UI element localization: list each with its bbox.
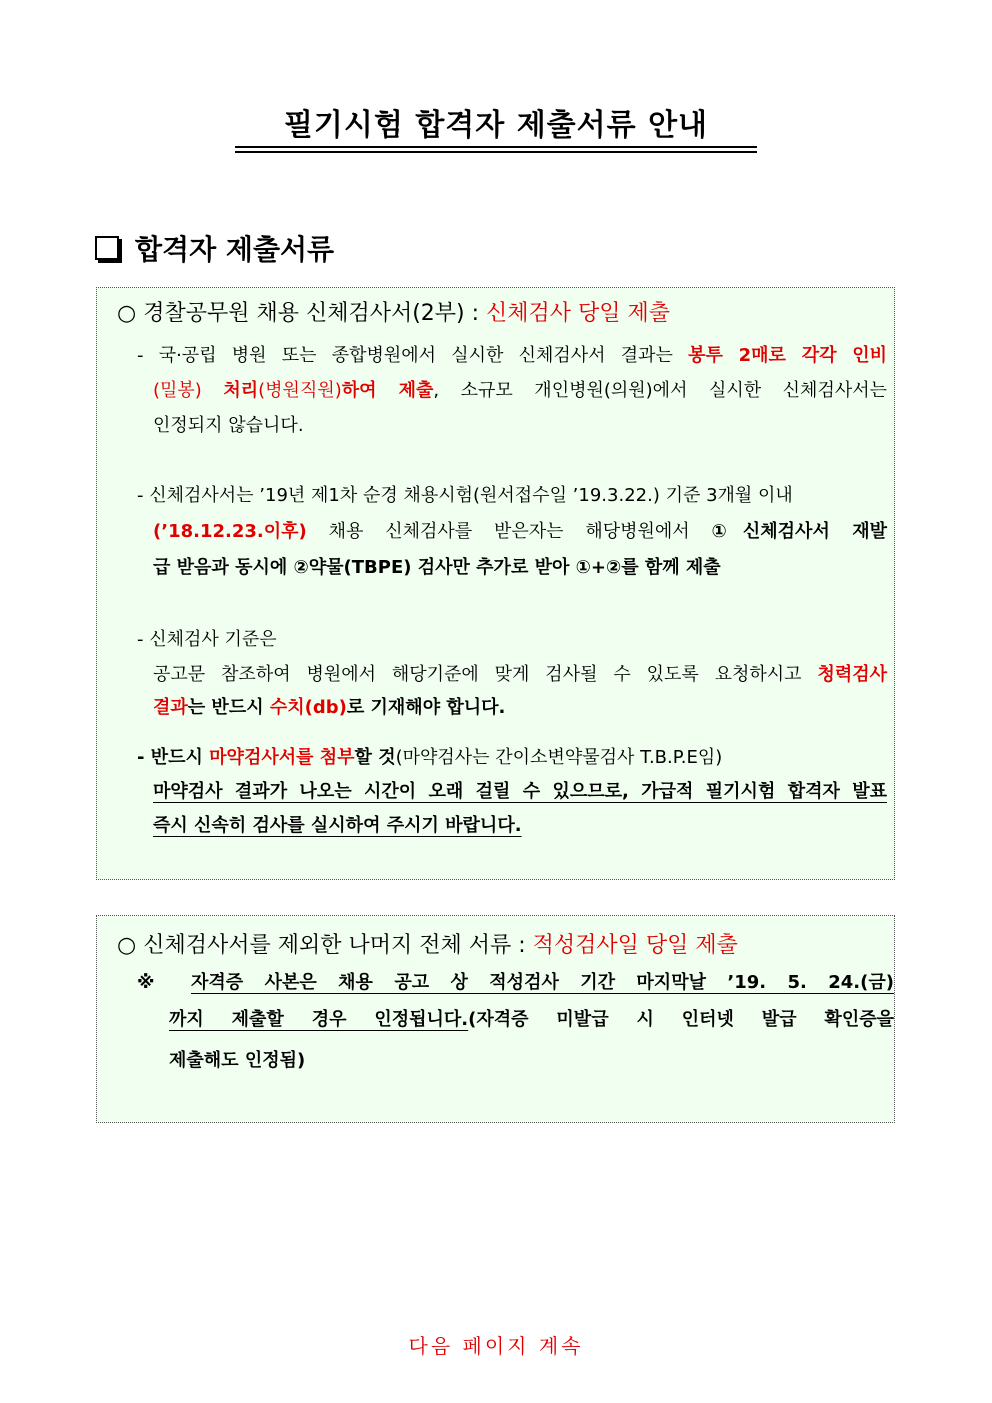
continued-next-page: 다음 페이지 계속 bbox=[408, 1334, 584, 1358]
box2-line bbox=[169, 1005, 894, 1035]
text-segment: 로 기재해야 합니다. bbox=[346, 697, 506, 718]
box1-line bbox=[137, 481, 857, 511]
box1-line bbox=[117, 299, 757, 329]
box2-line bbox=[137, 968, 894, 998]
box1-line bbox=[137, 341, 887, 371]
text-segment: - 신체검사 기준은 bbox=[137, 629, 277, 650]
checkbox-square-icon bbox=[95, 236, 119, 260]
section-heading-text: 합격자 제출서류 bbox=[135, 233, 335, 266]
box2-line bbox=[169, 1046, 369, 1076]
text-segment: (자격증 미발급 시 인터넷 발급 확인증을 bbox=[468, 1009, 894, 1030]
highlighted-text: 마약검사서를 첨부 bbox=[209, 747, 355, 768]
box1-line bbox=[153, 693, 553, 723]
text-segment: 제출해도 인정됨) bbox=[169, 1050, 306, 1071]
text-segment: - 신체검사서는 ’19년 제1차 순경 채용시험(원서접수일 ’19.3.22.) 기준 3개월 이내 bbox=[137, 485, 793, 506]
box1-line bbox=[153, 517, 887, 547]
box1-line bbox=[137, 743, 777, 773]
text-segment: 인정되지 않습니다. bbox=[153, 415, 304, 436]
physical-exam-panel bbox=[96, 287, 895, 880]
text-segment: - 국·공립 병원 또는 종합병원에서 실시한 신체검사서 결과는 bbox=[137, 345, 689, 366]
text-segment: (마약검사는 간이소변약물검사 T.B.P.E임) bbox=[395, 747, 723, 768]
other-documents-panel bbox=[96, 915, 895, 1123]
document-title: 필기시험 합격자 제출서류 안내 bbox=[283, 108, 709, 143]
underlined-text: 마약검사 결과가 나오는 시간이 오래 걸릴 수 있으므로, 가급적 필기시험 합격자 발표 bbox=[153, 781, 887, 802]
text-segment: 급 받음과 동시에 ②약물(TBPE) 검사만 추가로 받아 ①+②를 함께 제출 bbox=[153, 557, 721, 578]
text-segment: ①신체검사서 재발 bbox=[711, 521, 887, 542]
box1-line bbox=[153, 811, 573, 841]
text-segment: ※ bbox=[137, 972, 192, 993]
box1-line bbox=[153, 411, 453, 441]
highlighted-text: 결과 bbox=[153, 697, 188, 718]
highlighted-text: (밀봉) bbox=[153, 380, 224, 401]
highlighted-text: 청력검사 bbox=[817, 664, 887, 685]
text-segment: 는 반드시 bbox=[187, 697, 270, 718]
title-underline-second bbox=[235, 151, 757, 153]
box1-line bbox=[153, 553, 853, 583]
text-segment: 공고문 참조하여 병원에서 해당기준에 맞게 검사될 수 있도록 요청하시고 bbox=[153, 664, 818, 685]
underlined-text: 자격증 사본은 채용 공고 상 적성검사 기간 마지막날 ’19. 5. 24.(금) bbox=[191, 972, 894, 993]
box2-line bbox=[117, 931, 837, 961]
underlined-text: 까지 제출할 경우 인정됩니다. bbox=[169, 1009, 469, 1030]
text-segment: ○ 경찰공무원 채용 신체검사서(2부) : bbox=[117, 301, 487, 326]
text-segment: - 반드시 bbox=[137, 747, 210, 768]
highlighted-text: 적성검사일 당일 제출 bbox=[532, 933, 738, 958]
box1-line bbox=[153, 660, 887, 690]
highlighted-text: 처리 bbox=[223, 380, 259, 401]
text-segment: 할 것 bbox=[354, 747, 396, 768]
text-segment: , 소규모 개인병원(의원)에서 실시한 신체검사서는 bbox=[433, 380, 887, 401]
highlighted-text: 신체검사 당일 제출 bbox=[486, 301, 671, 326]
highlighted-text: (’18.12.23.이후) bbox=[153, 521, 307, 542]
highlighted-text: 봉투 2매로 각각 인비 bbox=[688, 345, 887, 366]
text-segment: 채용 신체검사를 받은자는 해당병원에서 bbox=[306, 521, 712, 542]
text-segment: ○ 신체검사서를 제외한 나머지 전체 서류 : bbox=[117, 933, 533, 958]
highlighted-text: 하여 제출 bbox=[341, 380, 434, 401]
box1-line bbox=[153, 777, 887, 807]
title-underline bbox=[235, 146, 757, 148]
highlighted-text: (병원직원) bbox=[258, 380, 342, 401]
underlined-text: 즉시 신속히 검사를 실시하여 주시기 바랍니다. bbox=[153, 815, 522, 836]
box1-line bbox=[153, 376, 887, 406]
box1-line bbox=[137, 625, 337, 655]
section-heading bbox=[95, 228, 334, 268]
highlighted-text: 수치(db) bbox=[269, 697, 347, 718]
